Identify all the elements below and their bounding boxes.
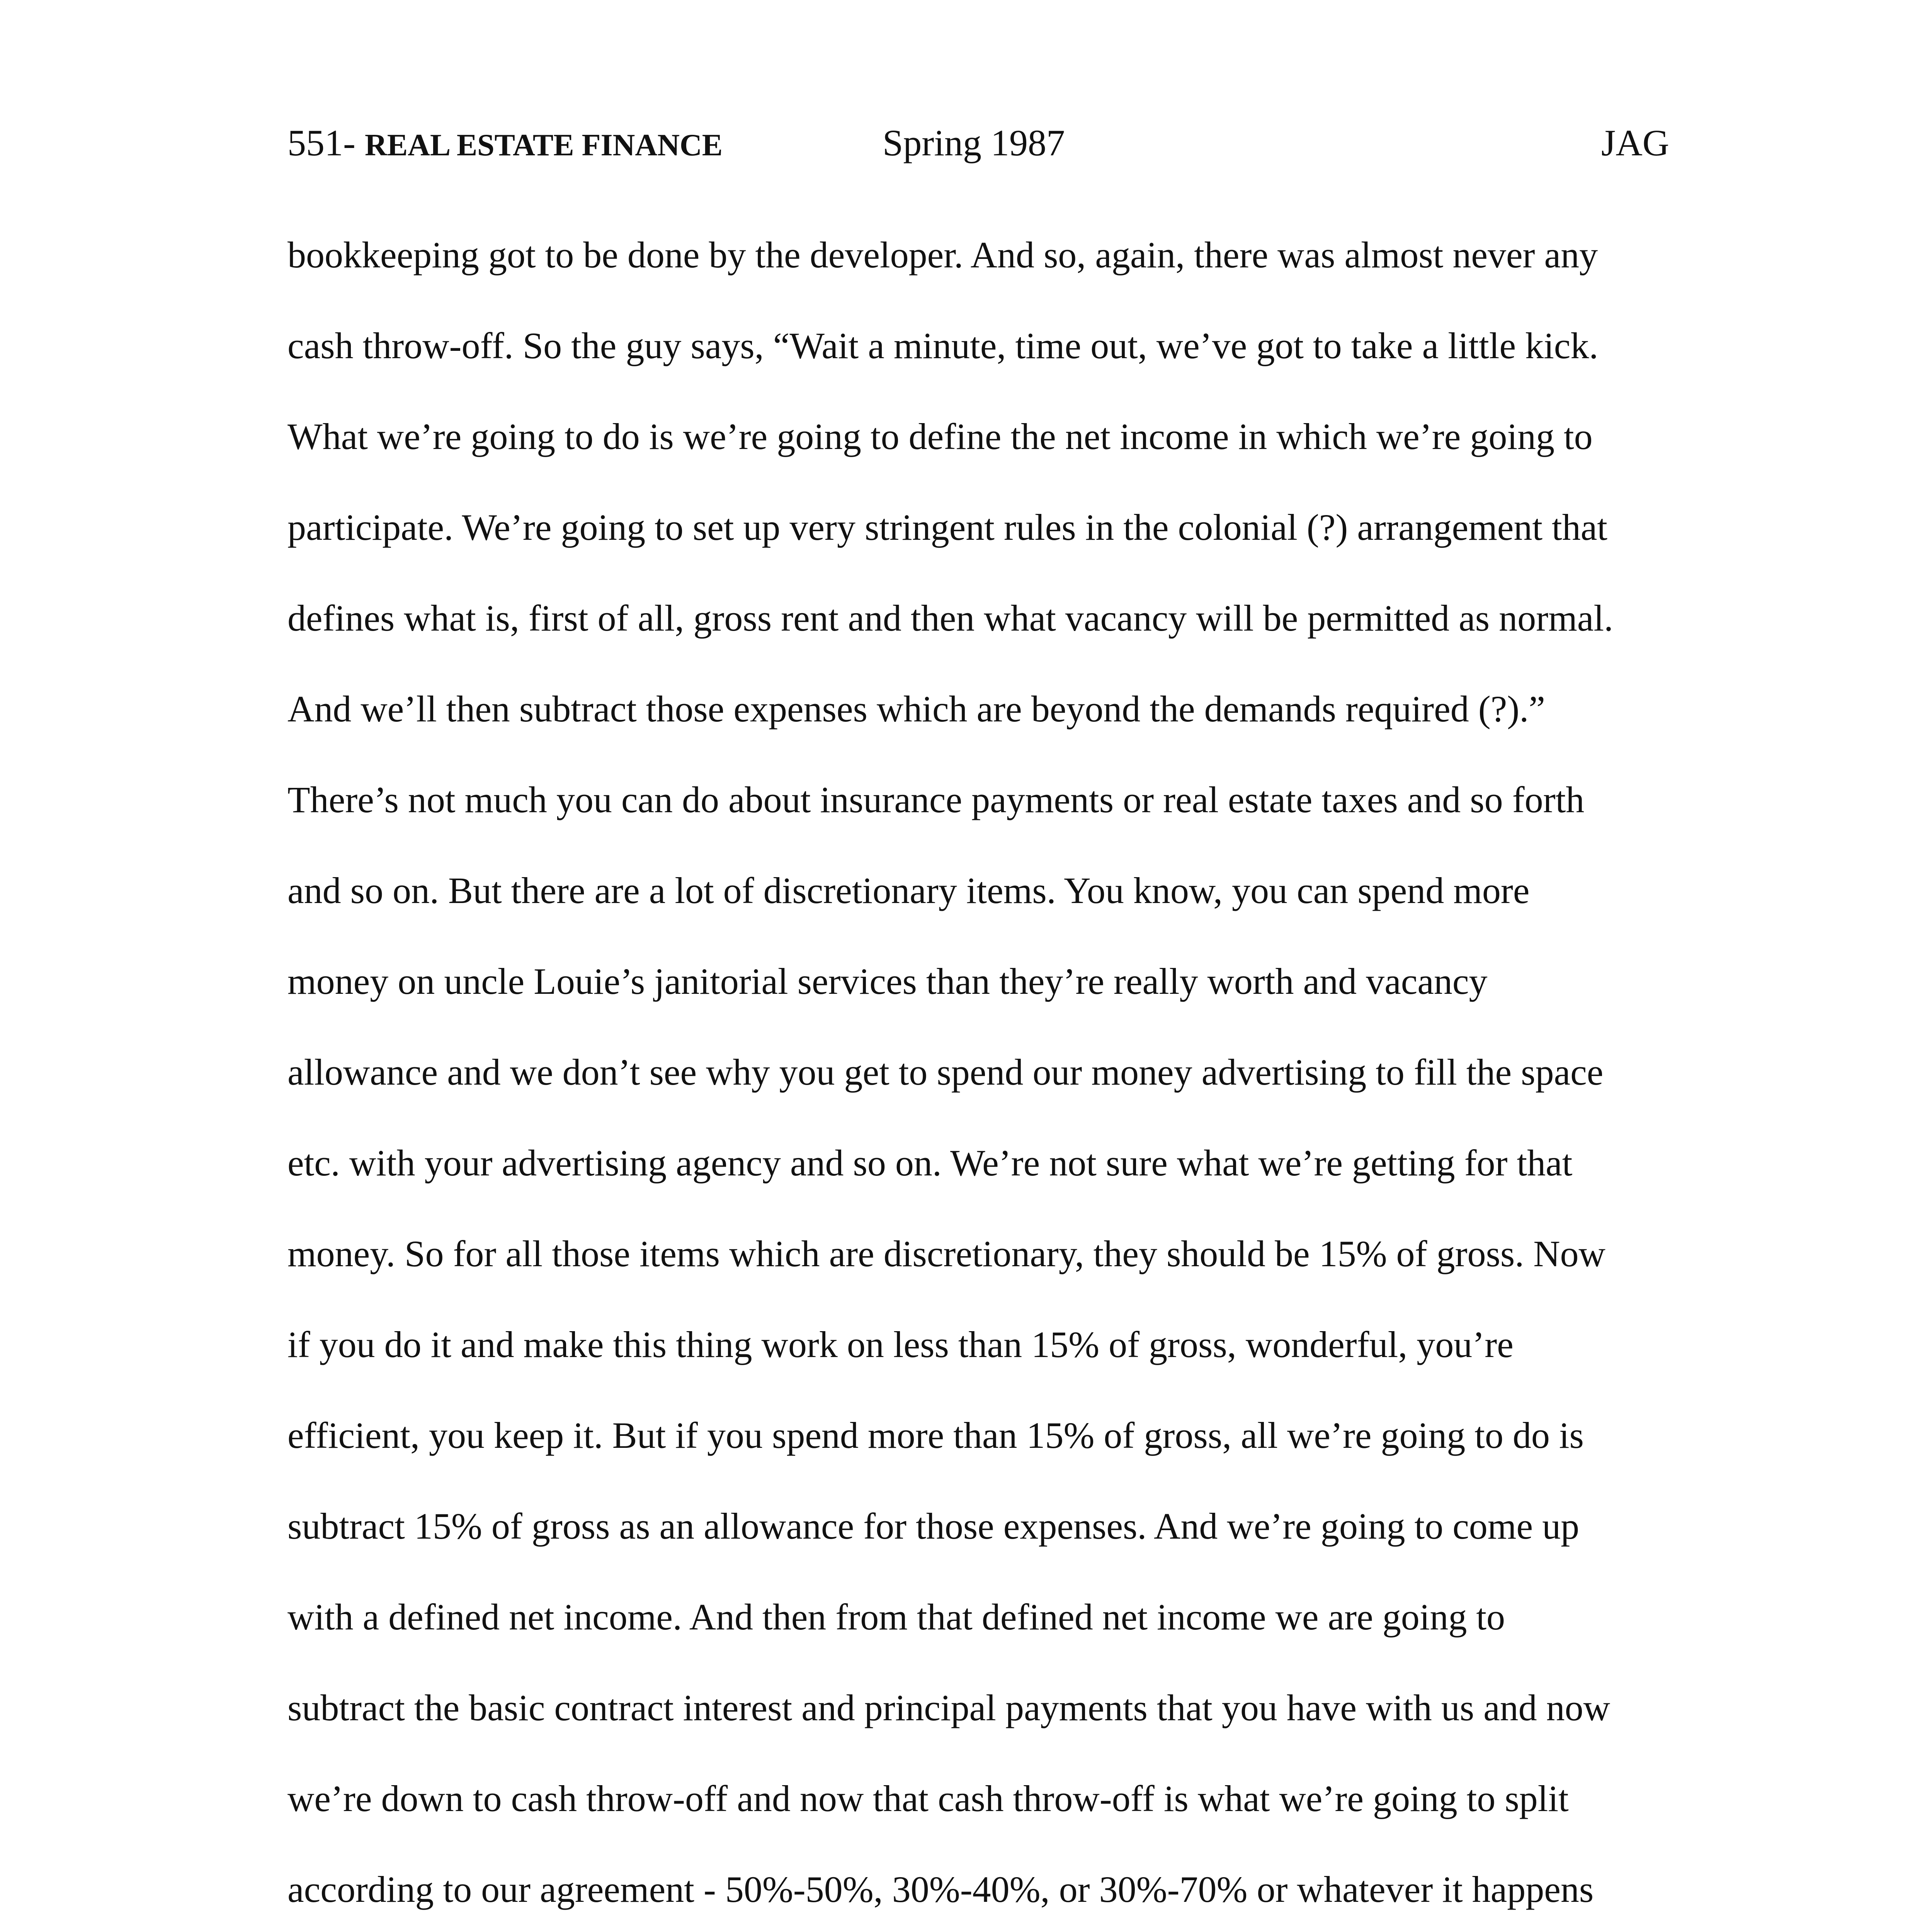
text-line: we’re down to cash throw-off and now that cash throw-off is what we’re going to split: [287, 1778, 1569, 1819]
text-line: money. So for all those items which are discretionary, they should be 15% of gross. Now: [287, 1233, 1605, 1274]
course-title: REAL ESTATE FINANCE: [364, 128, 723, 162]
text-line: if you do it and make this thing work on less than 15% of gross, wonderful, you’re: [287, 1324, 1514, 1365]
text-line: subtract 15% of gross as an allowance for those expenses. And we’re going to come up: [287, 1505, 1580, 1547]
text-line: and so on. But there are a lot of discretionary items. You know, you can spend more: [287, 870, 1530, 911]
page-header: [287, 116, 1669, 170]
author-initials: JAG: [1601, 122, 1669, 163]
text-line: And we’ll then subtract those expenses which are beyond the demands required (?).”: [287, 688, 1545, 730]
course-number: 551-: [287, 122, 355, 163]
term-label: Spring 1987: [883, 122, 1065, 163]
text-line: What we’re going to do is we’re going to define the net income in which we’re going to: [287, 416, 1593, 457]
transcript-body: [287, 228, 1679, 1932]
text-line: participate. We’re going to set up very stringent rules in the colonial (?) arrangement that: [287, 507, 1607, 548]
text-line: etc. with your advertising agency and so on. We’re not sure what we’re getting for that: [287, 1142, 1573, 1184]
text-line: defines what is, first of all, gross rent and then what vacancy will be permitted as normal.: [287, 597, 1614, 639]
text-line: money on uncle Louie’s janitorial services than they’re really worth and vacancy: [287, 961, 1488, 1002]
text-line: There’s not much you can do about insurance payments or real estate taxes and so forth: [287, 779, 1585, 820]
text-line: subtract the basic contract interest and principal payments that you have with us and now: [287, 1687, 1610, 1728]
text-line: cash throw-off. So the guy says, “Wait a minute, time out, we’ve got to take a little kick.: [287, 325, 1599, 366]
text-line: bookkeeping got to be done by the developer. And so, again, there was almost never any: [287, 234, 1598, 276]
text-line: allowance and we don’t see why you get to spend our money advertising to fill the space: [287, 1051, 1604, 1093]
course-heading: [287, 116, 723, 172]
text-line: according to our agreement - 50%-50%, 30%-40%, or 30%-70% or whatever it happens: [287, 1869, 1594, 1910]
text-line: with a defined net income. And then from that defined net income we are going to: [287, 1596, 1505, 1638]
text-line: efficient, you keep it. But if you spend more than 15% of gross, all we’re going to do is: [287, 1415, 1584, 1456]
